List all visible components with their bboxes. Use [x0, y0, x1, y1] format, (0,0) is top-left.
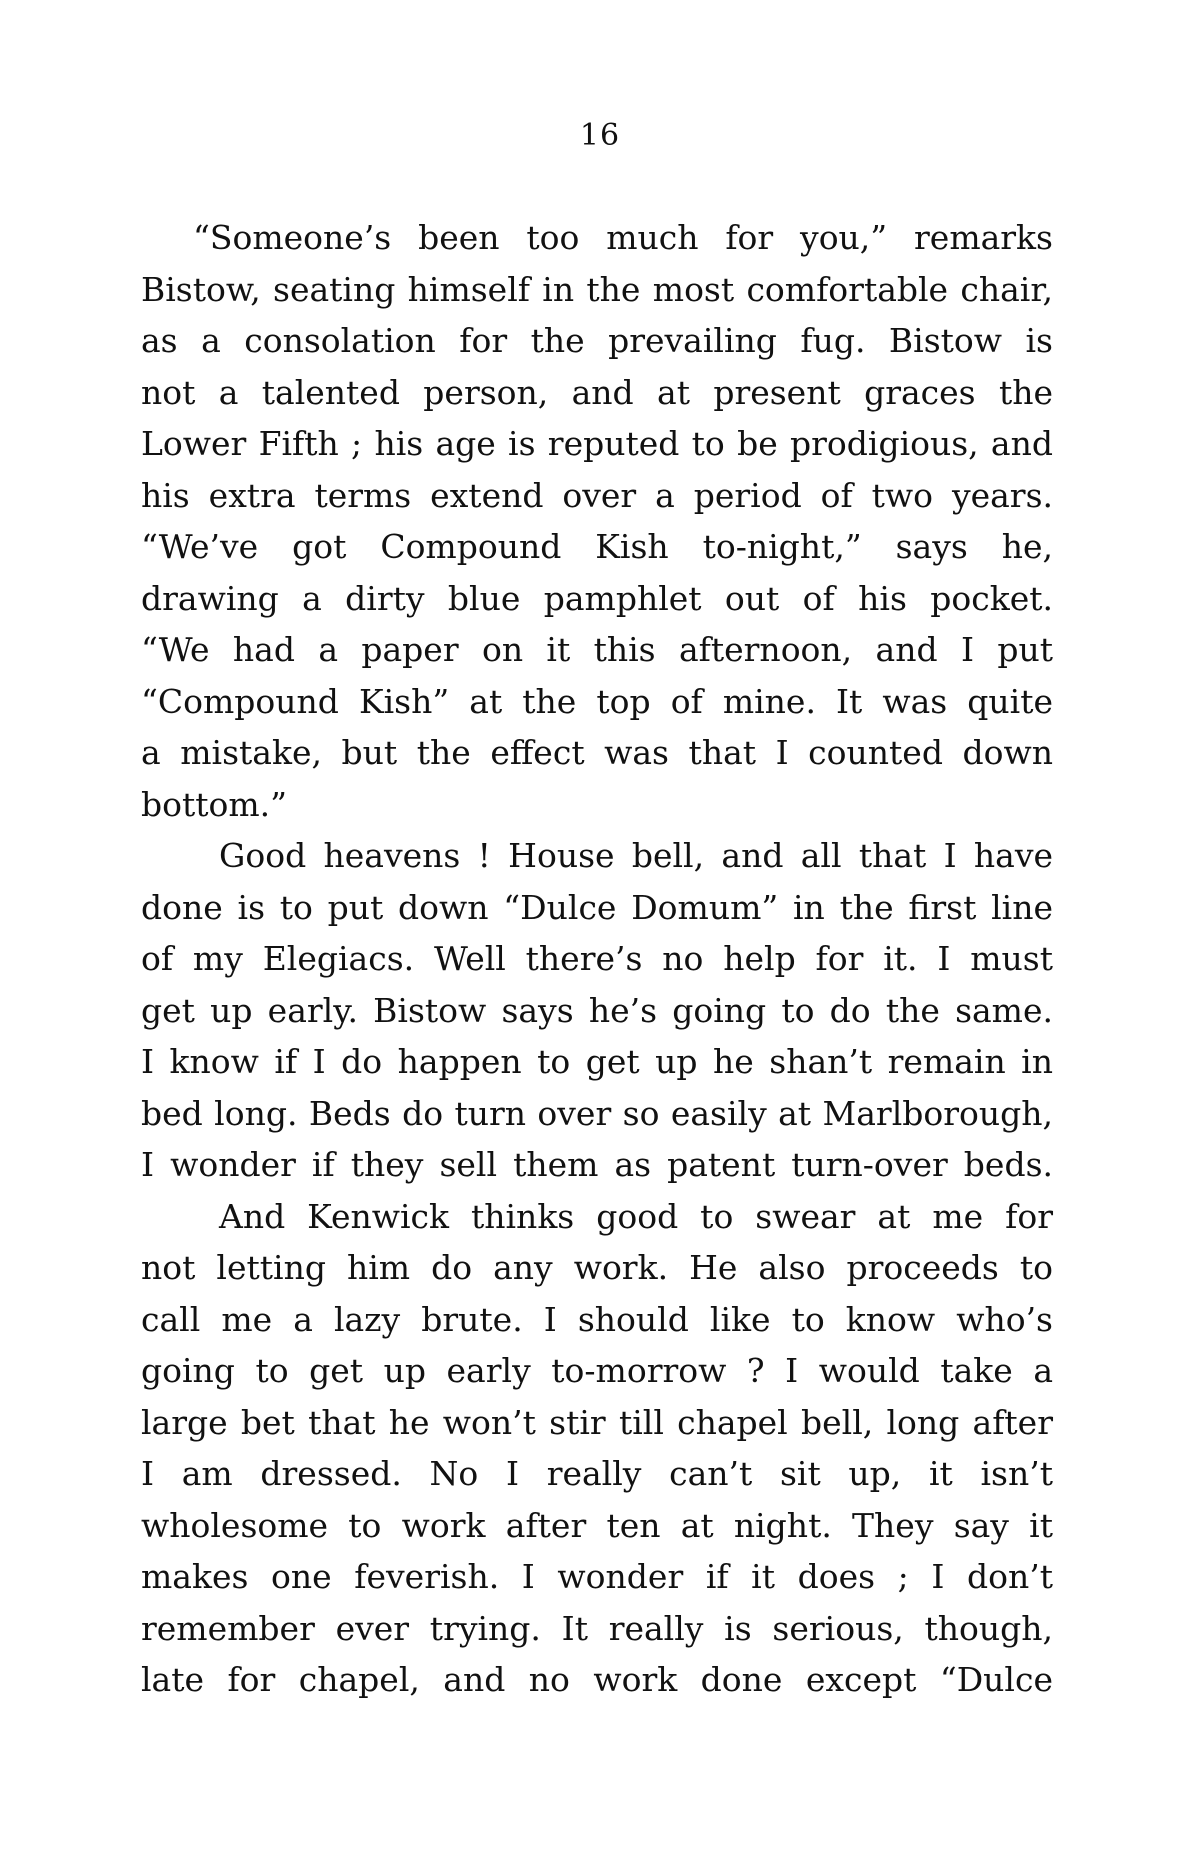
text-line: “We’ve got Compound Kish to-night,” says he, — [141, 527, 1053, 566]
text-line: “We had a paper on it this afternoon, and I put — [141, 630, 1053, 669]
text-line: his extra terms extend over a period of two years. — [141, 475, 1053, 515]
text-line: a mistake, but the effect was that I counted down — [141, 733, 1053, 772]
text-line: makes one feverish. I wonder if it does ; I don’t — [141, 1557, 1053, 1596]
text-line: I am dressed. No I really can’t sit up, it isn’t — [141, 1454, 1053, 1493]
page-number: 16 — [579, 118, 621, 153]
text-line: Good heavens ! House bell, and all that I have — [219, 836, 1053, 875]
text-line: bed long. Beds do turn over so easily at Marlborough, — [141, 1093, 1053, 1133]
text-line: wholesome to work after ten at night. They say it — [141, 1505, 1053, 1545]
text-line: remember ever trying. It really is serious, though, — [141, 1608, 1053, 1648]
text-line: done is to put down “Dulce Domum” in the first line — [141, 887, 1053, 927]
text-line: I know if I do happen to get up he shan’t remain in — [141, 1042, 1053, 1081]
text-line: Lower Fifth ; his age is reputed to be prodigious, and — [141, 424, 1053, 463]
text-line: get up early. Bistow says he’s going to do the same. — [141, 990, 1053, 1030]
text-line: “Someone’s been too much for you,” remarks — [193, 218, 1053, 257]
text-line: going to get up early to-morrow ? I would take a — [141, 1351, 1053, 1390]
body-text — [141, 212, 1053, 1706]
text-line: as a consolation for the prevailing fug. Bistow is — [141, 321, 1053, 360]
text-line: And Kenwick thinks good to swear at me for — [219, 1196, 1053, 1236]
text-line: Bistow, seating himself in the most comfortable chair, — [141, 269, 1053, 309]
text-line: I wonder if they sell them as patent turn-over beds. — [141, 1145, 1053, 1184]
text-line: “Compound Kish” at the top of mine. It was quite — [141, 681, 1053, 721]
text-line: large bet that he won’t stir till chapel bell, long after — [141, 1402, 1053, 1442]
text-line: bottom.” — [141, 784, 288, 824]
text-line: call me a lazy brute. I should like to know who’s — [141, 1299, 1053, 1339]
text-line: drawing a dirty blue pamphlet out of his pocket. — [141, 578, 1053, 618]
text-line: not letting him do any work. He also proceeds to — [141, 1248, 1053, 1287]
text-line: of my Elegiacs. Well there’s no help for it. I must — [141, 939, 1053, 978]
text-line: late for chapel, and no work done except “Dulce — [141, 1660, 1053, 1699]
text-line: not a talented person, and at present graces the — [141, 372, 1053, 412]
